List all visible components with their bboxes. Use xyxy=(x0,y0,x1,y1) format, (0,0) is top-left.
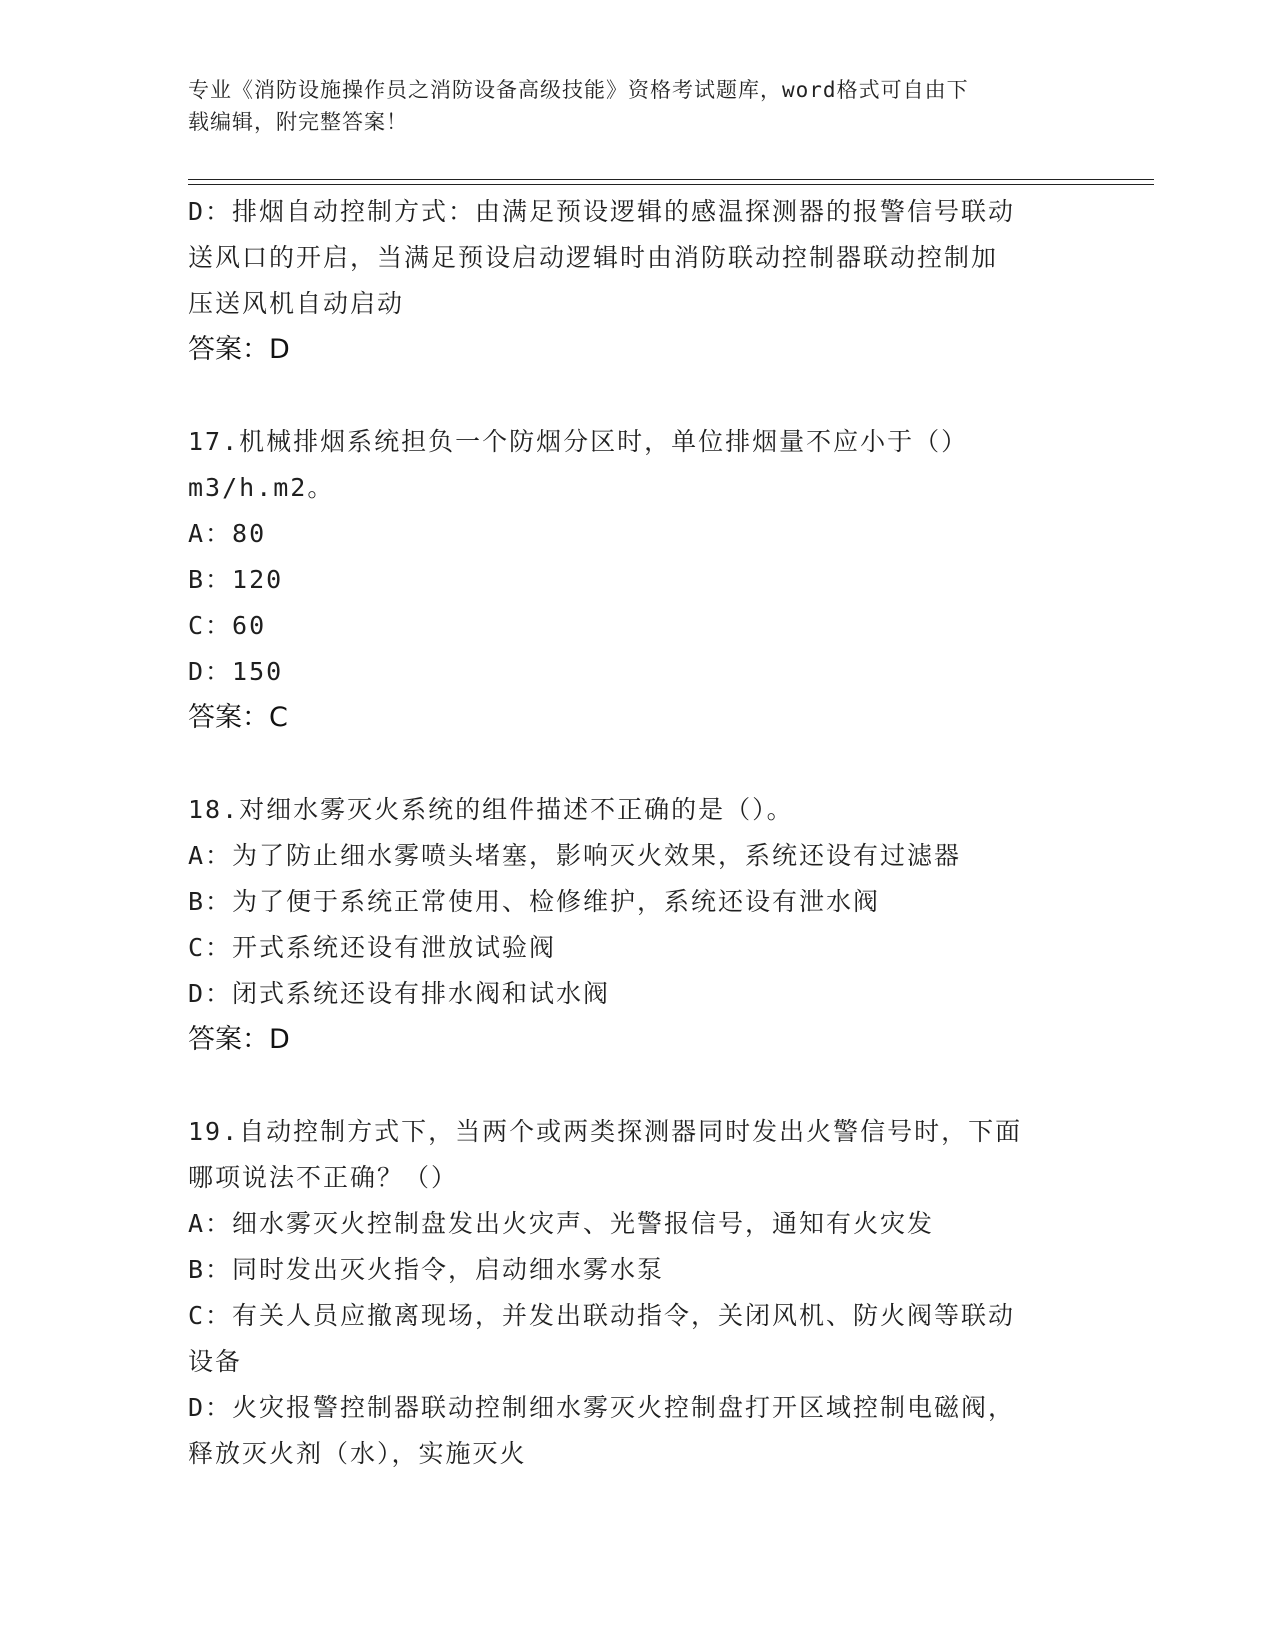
option-d-continued: 释放灭火剂（水），实施灭火 xyxy=(188,1439,527,1468)
question-list xyxy=(188,189,1088,1477)
header-line-2: 载编辑，附完整答案！ xyxy=(188,110,408,134)
question-stem: 哪项说法不正确？（） xyxy=(188,1163,459,1192)
option-c: C：60 xyxy=(188,611,267,640)
header-line-1: 专业《消防设施操作员之消防设备高级技能》资格考试题库，word格式可自由下 xyxy=(188,78,969,102)
option-a: A：为了防止细水雾喷头堵塞，影响灭火效果，系统还设有过滤器 xyxy=(188,841,962,870)
answer-label: 答案：D xyxy=(188,1024,290,1055)
question-17 xyxy=(188,419,1088,741)
option-d-line: 压送风机自动启动 xyxy=(188,289,405,318)
option-d-line: D：排烟自动控制方式：由满足预设逻辑的感温探测器的报警信号联动 xyxy=(188,197,1016,226)
question-19 xyxy=(188,1109,1088,1477)
option-a: A：细水雾灭火控制盘发出火灾声、光警报信号，通知有火灾发 xyxy=(188,1209,935,1238)
question-stem: 18.对细水雾灭火系统的组件描述不正确的是（）。 xyxy=(188,795,794,824)
option-c-continued: 设备 xyxy=(188,1347,243,1376)
option-b: B：同时发出灭火指令，启动细水雾水泵 xyxy=(188,1255,665,1284)
option-a: A：80 xyxy=(188,519,267,548)
option-d: D：火灾报警控制器联动控制细水雾灭火控制盘打开区域控制电磁阀， xyxy=(188,1393,1016,1422)
option-b: B：120 xyxy=(188,565,284,594)
option-c: C：有关人员应撤离现场，并发出联动指令，关闭风机、防火阀等联动 xyxy=(188,1301,1016,1330)
answer-label: 答案：C xyxy=(188,702,288,733)
option-b: B：为了便于系统正常使用、检修维护，系统还设有泄水阀 xyxy=(188,887,881,916)
question-16-continuation xyxy=(188,189,1088,373)
option-d: D：闭式系统还设有排水阀和试水阀 xyxy=(188,979,611,1008)
header-rule-bottom xyxy=(188,184,1154,185)
document-header xyxy=(188,74,1088,138)
option-d: D：150 xyxy=(188,657,284,686)
question-stem: m3/h.m2。 xyxy=(188,473,335,502)
header-rule-top xyxy=(188,179,1154,180)
option-c: C：开式系统还设有泄放试验阀 xyxy=(188,933,557,962)
answer-label: 答案：D xyxy=(188,334,290,365)
question-stem: 17.机械排烟系统担负一个防烟分区时，单位排烟量不应小于（） xyxy=(188,427,969,456)
question-stem: 19.自动控制方式下，当两个或两类探测器同时发出火警信号时，下面 xyxy=(188,1117,1023,1146)
question-18 xyxy=(188,787,1088,1063)
option-d-line: 送风口的开启，当满足预设启动逻辑时由消防联动控制器联动控制加 xyxy=(188,243,999,272)
